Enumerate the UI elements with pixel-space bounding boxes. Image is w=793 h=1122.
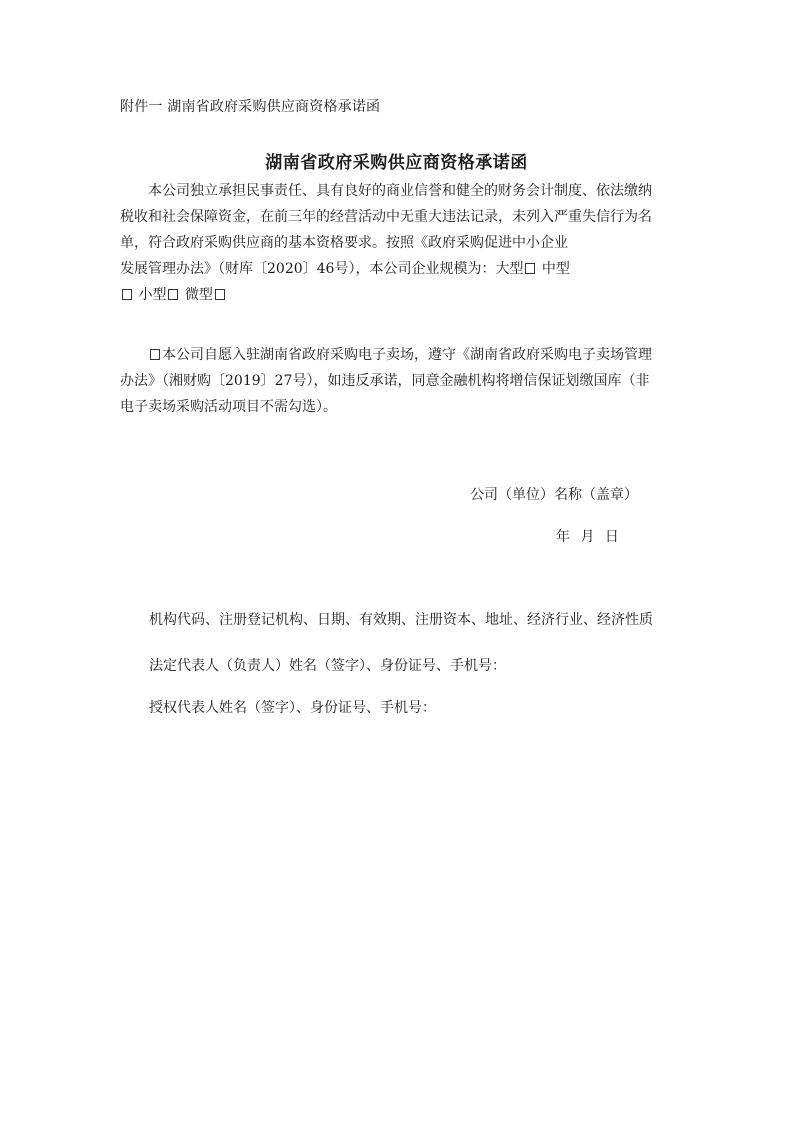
micro-size-label: 微型 [184,287,213,303]
large-size-checkbox[interactable] [525,263,535,274]
paragraph-line: 税收和社会保障资金，在前三年的经营活动中无重大违法记录，未列入严重失信行为名 [120,209,652,225]
signature-date: 年 月 日 [556,529,619,545]
enterprise-size-line [120,256,680,282]
e-mall-paragraph [120,342,680,420]
org-info-field: 机构代码、注册登记机构、日期、有效期、注册资本、地址、经济行业、经济性质 [149,612,653,628]
paragraph-line: 单，符合政府采购供应商的基本资格要求。按照《政府采购促进中小企业 [120,235,568,251]
small-size-checkbox[interactable] [168,289,178,300]
company-name-seal: 公司（单位）名称（盖章） [470,487,638,503]
e-mall-checkbox[interactable] [150,349,160,360]
enterprise-size-line-2 [120,282,680,308]
medium-size-label: 中型 [541,261,570,277]
medium-size-checkbox[interactable] [122,289,132,300]
small-size-label: 小型 [138,287,167,303]
attachment-label: 附件一 湖南省政府采购供应商资格承诺函 [120,99,381,115]
paragraph-line: 电子卖场采购活动项目不需勾选）。 [120,399,337,415]
legal-rep-field: 法定代表人（负责人）姓名（签字）、身份证号、手机号： [149,658,506,674]
enterprise-size-text: 发展管理办法》（财库〔2020〕46号），本公司企业规模为：大型 [120,261,524,277]
commitment-paragraph [120,178,680,308]
e-mall-text: 本公司自愿入驻湖南省政府采购电子卖场，遵守《湖南省政府采购电子卖场管理 [162,347,652,363]
paragraph-line: 本公司独立承担民事责任、具有良好的商业信誉和健全的财务会计制度、依法缴纳 [148,183,652,199]
paragraph-line: 办法》（湘财购〔2019〕27号），如违反承诺，同意金融机构将增信保证划缴国库（非 [120,373,650,389]
micro-size-checkbox[interactable] [215,289,225,300]
document-title: 湖南省政府采购供应商资格承诺函 [265,153,528,173]
paragraph-line [120,342,680,368]
auth-rep-field: 授权代表人姓名（签字）、身份证号、手机号： [149,700,436,716]
